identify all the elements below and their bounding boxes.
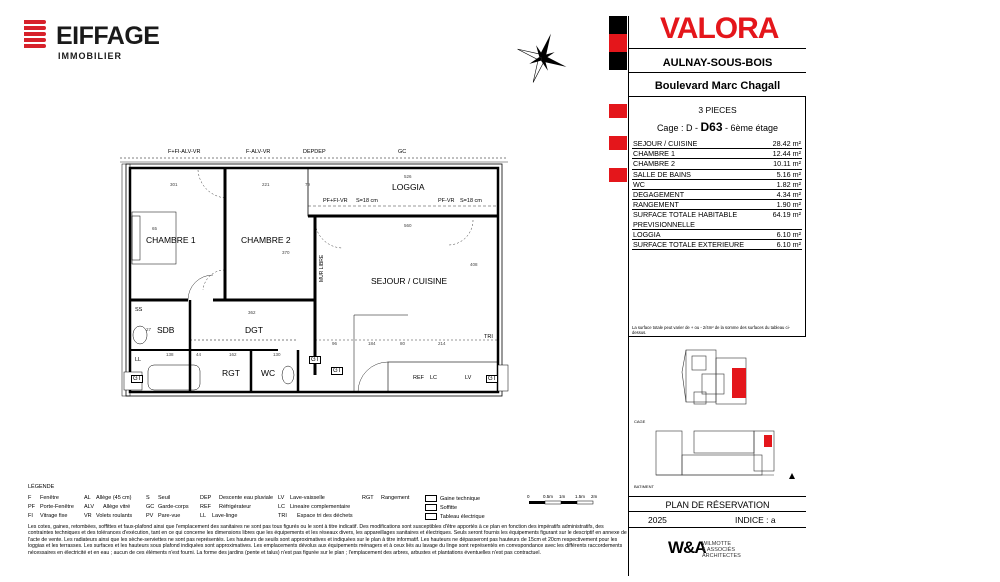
dim: 362	[248, 310, 256, 315]
divider	[628, 496, 806, 497]
tag-s18a: S=18 cm	[356, 198, 378, 204]
room-dgt: DGT	[245, 325, 263, 335]
scale-label: 0	[527, 494, 530, 499]
dim: 408	[470, 262, 478, 267]
red-square	[609, 136, 627, 150]
dim: 44	[196, 352, 202, 357]
divider	[628, 72, 806, 73]
surface-name: SALLE DE BAINS	[632, 169, 772, 179]
dim: 301	[170, 182, 178, 187]
surface-value: 1.82 m²	[772, 179, 802, 189]
cage-plan	[634, 342, 802, 420]
surface-value: 1.90 m²	[772, 200, 802, 210]
dim: 370	[282, 250, 290, 255]
scale-bar	[529, 499, 597, 507]
legend-item: TRI Espace tri des déchets	[278, 513, 353, 519]
panel-border	[628, 16, 629, 576]
street: Boulevard Marc Chagall	[654, 80, 781, 92]
legend-item: Soffitte	[425, 504, 457, 511]
surface-row	[632, 229, 802, 239]
surface-row	[632, 200, 802, 210]
tag-gc: GC	[398, 149, 407, 155]
legend-item: LL Lave-linge	[200, 513, 238, 519]
surface-row	[632, 169, 802, 179]
tag-gt3: GT	[333, 368, 342, 374]
legend-item: AL Allège (45 cm)	[84, 495, 132, 501]
surface-name: CHAMBRE 1	[632, 149, 772, 159]
legend-item: REF Réfrigérateur	[200, 504, 252, 510]
legend-item: FI Vitrage fixe	[28, 513, 68, 519]
dim: 184	[368, 341, 376, 346]
room-wc: WC	[261, 368, 276, 378]
tag-pfvr: PF+FI-VR	[323, 198, 348, 204]
surface-value: 12.44 m²	[772, 149, 801, 159]
legend-item: F Fenêtre	[28, 495, 59, 501]
scale-label: 1m	[559, 494, 566, 499]
legend-item: GC Garde-corps	[146, 504, 189, 510]
surface-value: 10.11 m²	[773, 159, 801, 169]
divider	[628, 511, 806, 512]
dim: 221	[262, 182, 270, 187]
dim: 162	[229, 352, 237, 357]
compass-icon	[512, 28, 572, 88]
legend-item: PF Porte-Fenêtre	[28, 504, 74, 510]
legend-item: VR Volets roulants	[84, 513, 133, 519]
plan-title: PLAN DE RÉSERVATION	[665, 500, 770, 510]
lot-number: D63	[700, 120, 723, 134]
surface-name: LOGGIA	[632, 229, 772, 239]
surface-table	[632, 139, 802, 250]
legend-swatch-icon	[425, 504, 437, 511]
dim: 27	[146, 327, 152, 332]
tag-ref: REF	[413, 375, 424, 381]
tag-lv: LV	[465, 375, 472, 381]
room-chambre2: CHAMBRE 2	[241, 235, 291, 245]
legend-item: LV Lave-vaisselle	[278, 495, 325, 501]
surface-note: La surface totale peut varier de + ou - 2/4m² de la somme des surfaces du tableau ci-dessus.	[632, 325, 790, 335]
tag-s18b: S=18 cm	[460, 198, 482, 204]
surface-name: SEJOUR / CUISINE	[632, 139, 772, 149]
divider	[628, 96, 806, 97]
batiment-plan	[634, 425, 802, 485]
room-rgt: RGT	[222, 368, 240, 378]
surface-value: 28.42 m²	[772, 139, 801, 148]
cage-label: CAGE	[634, 419, 646, 424]
black-square	[609, 52, 627, 70]
divider	[628, 527, 806, 528]
legend-item: ALV Allège vitré	[84, 504, 131, 510]
room-chambre1: CHAMBRE 1	[146, 235, 196, 245]
dim: 80	[400, 341, 406, 346]
dim: 79	[305, 182, 311, 187]
city: AULNAY-SOUS-BOIS	[662, 57, 773, 69]
surface-name: DEGAGEMENT	[632, 190, 772, 200]
dim: 65	[152, 226, 158, 231]
tag-gt2: GT	[311, 357, 320, 363]
tag-ss: SS	[135, 307, 143, 313]
dim: 214	[438, 341, 446, 346]
surface-name: SURFACE TOTALE EXTERIEURE	[632, 240, 772, 250]
surface-name: SURFACE TOTALE HABITABLE PREVISIONNELLE	[632, 210, 772, 229]
year: 2025	[648, 515, 667, 525]
room-loggia: LOGGIA	[392, 182, 425, 192]
architect-logo: W&A	[668, 538, 706, 557]
red-square	[609, 34, 627, 52]
dim: 96	[332, 341, 338, 346]
scale-label: 1.5m	[575, 494, 586, 499]
north-arrow-icon	[789, 473, 795, 479]
legend-item: RGT Rangement	[362, 495, 410, 501]
tag-gt1: GT	[133, 376, 142, 382]
tag-gt4: GT	[488, 376, 497, 382]
red-square	[609, 168, 627, 182]
room-sdb: SDB	[157, 325, 175, 335]
program-logo: VALORA	[660, 12, 779, 45]
scale-label: 2m	[591, 494, 598, 499]
divider	[628, 336, 806, 337]
surface-value: 6.10 m²	[772, 240, 802, 250]
surface-value: 5.16 m²	[772, 169, 802, 179]
surface-row	[632, 179, 802, 189]
surface-row	[632, 139, 802, 149]
legend-item: Gaine technique	[425, 495, 480, 502]
tag-ll: LL	[135, 357, 142, 363]
surface-row	[632, 190, 802, 200]
surface-name: WC	[632, 179, 772, 189]
scale-label: 0.5m	[543, 494, 554, 499]
batiment-label: BATIMENT	[634, 484, 654, 489]
dim: 560	[404, 223, 412, 228]
surface-value: 6.10 m²	[772, 229, 802, 239]
dim: 526	[404, 174, 412, 179]
legend-item: Tableau électrique	[425, 513, 485, 520]
architect-name: WILMOTTE & ASSOCIÉS ARCHITECTES	[702, 541, 741, 559]
surface-row	[632, 159, 802, 169]
tag-fvr1: F+FI-ALV-VR	[168, 149, 201, 155]
legend-disclaimer: Les cotes, gaines, retombées, soffittes et faux-plafond ainsi que l'emplacement des sanitaires ne sont pas tous figurés ou le sont à titre indicatif. Des modifications sont susceptibles d'être apportés à ce plan en fonction des impératifs administratifs, des contraintes techniques et des tolérances d'exécution, tant en ce qui concerne les dimensions libres que les équipements et les réseaux divers, les appareillages sanitaires et électriques. Seuls seront fournis les équipements figurant sur le descriptif en annexe de l'acte de vente. Les radiateurs ainsi que les sèche-serviettes ne sont pas représentés. Les hauteurs de seuils sont approximatives et indiquées sur le plan à titre informatif. Les hauteurs ne dépasseront pas hauteurs de 15cm et 20cm respectivement pour les loggias et les terrasses. Les surfaces et les hauteurs sous plafond indiquées sont approximatives. Les emplacements dévolus aux équipements ménagers et à ceux liés au lavage du linge sont représentés en correspondance avec les différents raccordements nécessaires en électricité et en eau ; aucun de ces éléments n'est fourni. La forme des jardins (pente et talus) n'est pas figurée sur le plan ; l'emplacement des arbres, arbustes et plantations éventuelles n'est pas contractuel.	[28, 524, 627, 556]
dim: 130	[273, 352, 281, 357]
tag-pfvr2: PF-VR	[438, 198, 455, 204]
lot-type: 3 PIECES	[698, 105, 737, 115]
tag-mur-libre: MUR LIBRE	[319, 254, 325, 282]
room-sejour: SEJOUR / CUISINE	[371, 276, 448, 286]
surface-name: RANGEMENT	[632, 200, 772, 210]
surface-row	[632, 240, 802, 250]
legend-item: LC Lineaire complementaire	[278, 504, 351, 510]
dim: 138	[166, 352, 174, 357]
surface-name: CHAMBRE 2	[632, 159, 772, 169]
indice: INDICE : a	[735, 515, 776, 525]
floor-plan	[118, 150, 513, 405]
tag-fvr2: F-ALV-VR	[246, 149, 271, 155]
legend-item: S Seuil	[146, 495, 171, 501]
legend-swatch-icon	[425, 495, 437, 502]
tag-lc: LC	[430, 375, 438, 381]
surface-row	[632, 149, 802, 159]
cage-line: Cage : D - D63 - 6ème étage	[656, 120, 779, 134]
legend-item: DEP Descente eau pluviale	[200, 495, 274, 501]
legend-item: PV Pare-vue	[146, 513, 181, 519]
black-square	[609, 16, 627, 34]
surface-value: 64.19 m²	[772, 210, 802, 229]
brand-name: EIFFAGE	[56, 22, 160, 50]
red-square	[609, 104, 627, 118]
divider	[628, 48, 806, 49]
surface-row	[632, 210, 802, 229]
brand-sub: IMMOBILIER	[58, 51, 122, 61]
surface-value: 4.34 m²	[772, 190, 802, 200]
eiffage-logo-icon	[24, 20, 46, 48]
tag-tri: TRI	[484, 334, 493, 340]
legend-title: LÉGENDE	[28, 484, 55, 490]
legend-swatch-icon	[425, 513, 437, 520]
panel-border	[805, 96, 806, 336]
tag-depdep: DEPDEP	[303, 149, 326, 155]
